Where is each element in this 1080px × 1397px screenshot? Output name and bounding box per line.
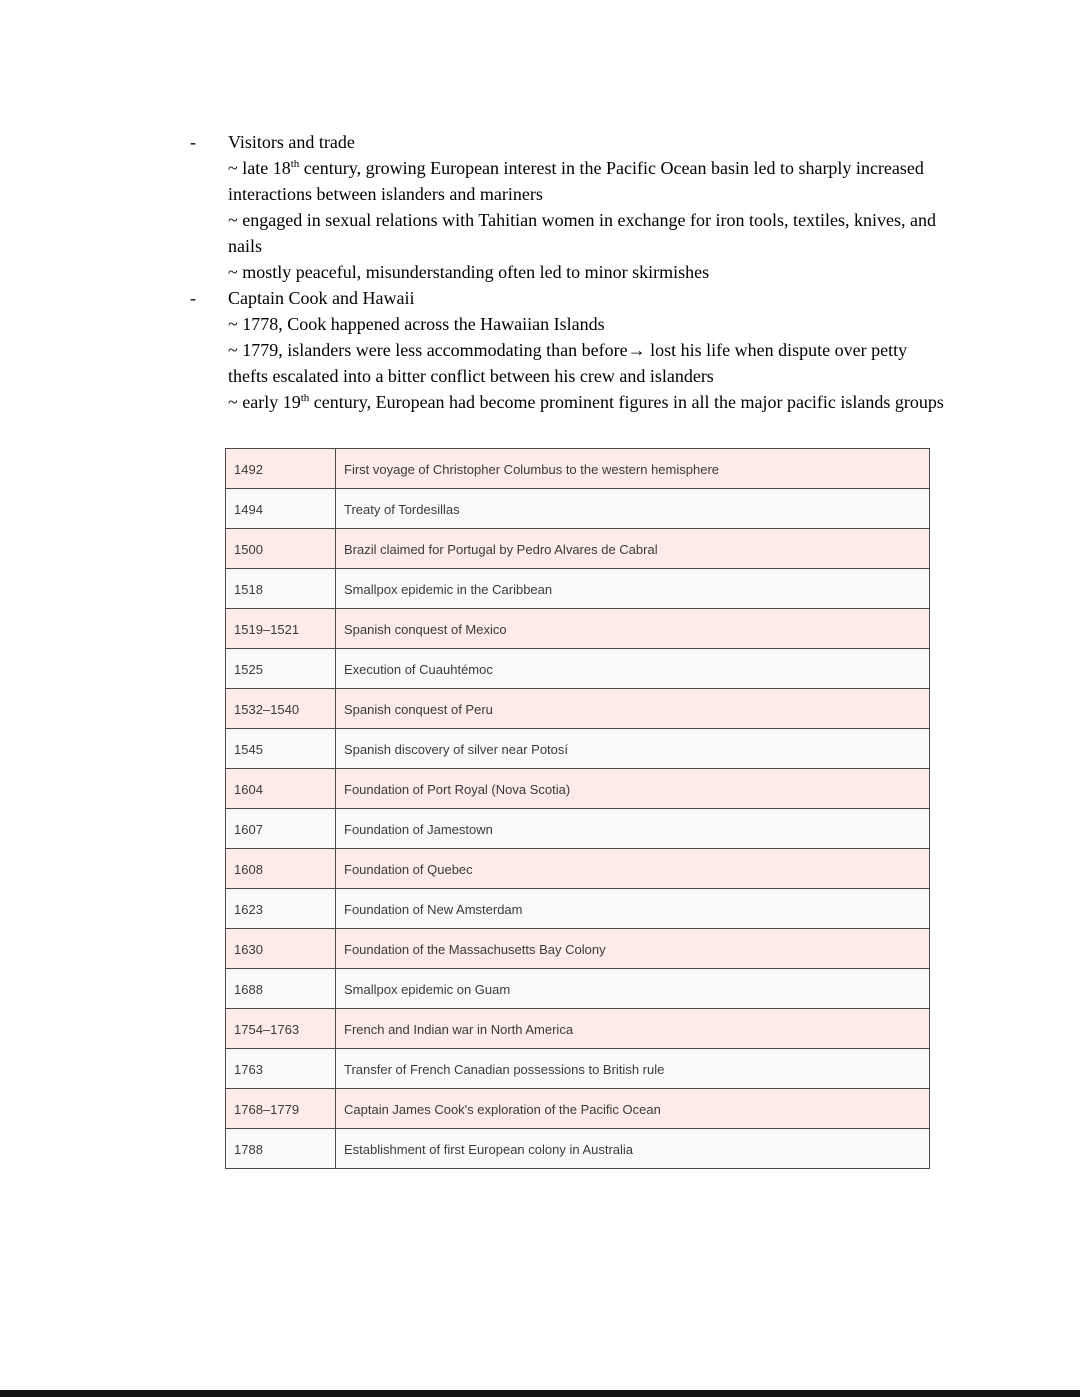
- timeline-row: [226, 1129, 930, 1169]
- timeline-event-cell: Execution of Cuauhtémoc: [336, 649, 930, 689]
- note-content: [228, 129, 946, 285]
- timeline-row: [226, 449, 930, 489]
- viewer-bottom-edge: [0, 1390, 1080, 1397]
- note-item: [190, 285, 960, 415]
- timeline-row: [226, 889, 930, 929]
- timeline-year-cell: 1768–1779: [226, 1089, 336, 1129]
- timeline-row: [226, 1049, 930, 1089]
- note-text-segment: ~ 1779, islanders were less accommodating than before→ lost his life when dispute over petty thefts escalated into a bitter conflict between his crew and islanders: [228, 340, 908, 386]
- note-text-segment: ~ 1778, Cook happened across the Hawaiian Islands: [228, 314, 605, 334]
- bullet-dash: -: [190, 132, 196, 152]
- timeline-row: [226, 689, 930, 729]
- timeline-event-cell: Treaty of Tordesillas: [336, 489, 930, 529]
- note-text-segment: century, growing European interest in the Pacific Ocean basin led to sharply increased interactions between islanders and mariners: [228, 158, 924, 204]
- note-text-segment: th: [300, 392, 310, 404]
- notes-section: [190, 129, 960, 415]
- timeline-row: [226, 489, 930, 529]
- note-point: [228, 311, 946, 337]
- note-content: [228, 285, 946, 415]
- timeline-year-cell: 1688: [226, 969, 336, 1009]
- note-point: [228, 259, 946, 285]
- timeline-event-cell: Captain James Cook's exploration of the Pacific Ocean: [336, 1089, 930, 1129]
- note-point: [228, 207, 946, 259]
- timeline-year-cell: 1608: [226, 849, 336, 889]
- timeline-event-cell: Foundation of New Amsterdam: [336, 889, 930, 929]
- timeline-year-cell: 1630: [226, 929, 336, 969]
- timeline-event-cell: Foundation of Quebec: [336, 849, 930, 889]
- timeline-section: [225, 448, 930, 1169]
- timeline-event-cell: Foundation of Port Royal (Nova Scotia): [336, 769, 930, 809]
- timeline-row: [226, 1089, 930, 1129]
- timeline-year-cell: 1623: [226, 889, 336, 929]
- timeline-row: [226, 729, 930, 769]
- note-point: [228, 389, 946, 415]
- note-text-segment: ~ late 18: [228, 158, 291, 178]
- note-text-segment: ~ mostly peaceful, misunderstanding often led to minor skirmishes: [228, 262, 710, 282]
- timeline-year-cell: 1532–1540: [226, 689, 336, 729]
- timeline-row: [226, 809, 930, 849]
- note-point: [228, 337, 946, 389]
- timeline-row: [226, 1009, 930, 1049]
- note-point: [228, 155, 946, 207]
- timeline-year-cell: 1492: [226, 449, 336, 489]
- timeline-event-cell: Spanish conquest of Peru: [336, 689, 930, 729]
- timeline-event-cell: Transfer of French Canadian possessions to British rule: [336, 1049, 930, 1089]
- timeline-event-cell: Establishment of first European colony in Australia: [336, 1129, 930, 1169]
- timeline-year-cell: 1788: [226, 1129, 336, 1169]
- timeline-row: [226, 849, 930, 889]
- timeline-year-cell: 1604: [226, 769, 336, 809]
- timeline-year-cell: 1607: [226, 809, 336, 849]
- timeline-event-cell: Spanish discovery of silver near Potosí: [336, 729, 930, 769]
- timeline-row: [226, 769, 930, 809]
- timeline-table: [225, 448, 930, 1169]
- timeline-row: [226, 969, 930, 1009]
- timeline-year-cell: 1500: [226, 529, 336, 569]
- timeline-row: [226, 529, 930, 569]
- timeline-year-cell: 1525: [226, 649, 336, 689]
- note-title: Visitors and trade: [228, 132, 355, 152]
- timeline-row: [226, 929, 930, 969]
- timeline-row: [226, 649, 930, 689]
- note-title: Captain Cook and Hawaii: [228, 288, 415, 308]
- timeline-event-cell: First voyage of Christopher Columbus to the western hemisphere: [336, 449, 930, 489]
- timeline-year-cell: 1494: [226, 489, 336, 529]
- timeline-event-cell: Foundation of Jamestown: [336, 809, 930, 849]
- note-text-segment: ~ engaged in sexual relations with Tahitian women in exchange for iron tools, textiles, knives, and nails: [228, 210, 936, 256]
- timeline-event-cell: French and Indian war in North America: [336, 1009, 930, 1049]
- timeline-event-cell: Brazil claimed for Portugal by Pedro Alvares de Cabral: [336, 529, 930, 569]
- timeline-event-cell: Spanish conquest of Mexico: [336, 609, 930, 649]
- timeline-year-cell: 1763: [226, 1049, 336, 1089]
- note-item: [190, 129, 960, 285]
- timeline-event-cell: Smallpox epidemic in the Caribbean: [336, 569, 930, 609]
- timeline-row: [226, 609, 930, 649]
- timeline-row: [226, 569, 930, 609]
- note-text-segment: th: [290, 158, 300, 170]
- timeline-event-cell: Smallpox epidemic on Guam: [336, 969, 930, 1009]
- timeline-year-cell: 1519–1521: [226, 609, 336, 649]
- bullet-dash: -: [190, 288, 196, 308]
- note-text-segment: ~ early 19: [228, 392, 301, 412]
- timeline-year-cell: 1545: [226, 729, 336, 769]
- note-text-segment: century, European had become prominent figures in all the major pacific islands groups: [309, 392, 944, 412]
- timeline-event-cell: Foundation of the Massachusetts Bay Colony: [336, 929, 930, 969]
- timeline-year-cell: 1754–1763: [226, 1009, 336, 1049]
- timeline-year-cell: 1518: [226, 569, 336, 609]
